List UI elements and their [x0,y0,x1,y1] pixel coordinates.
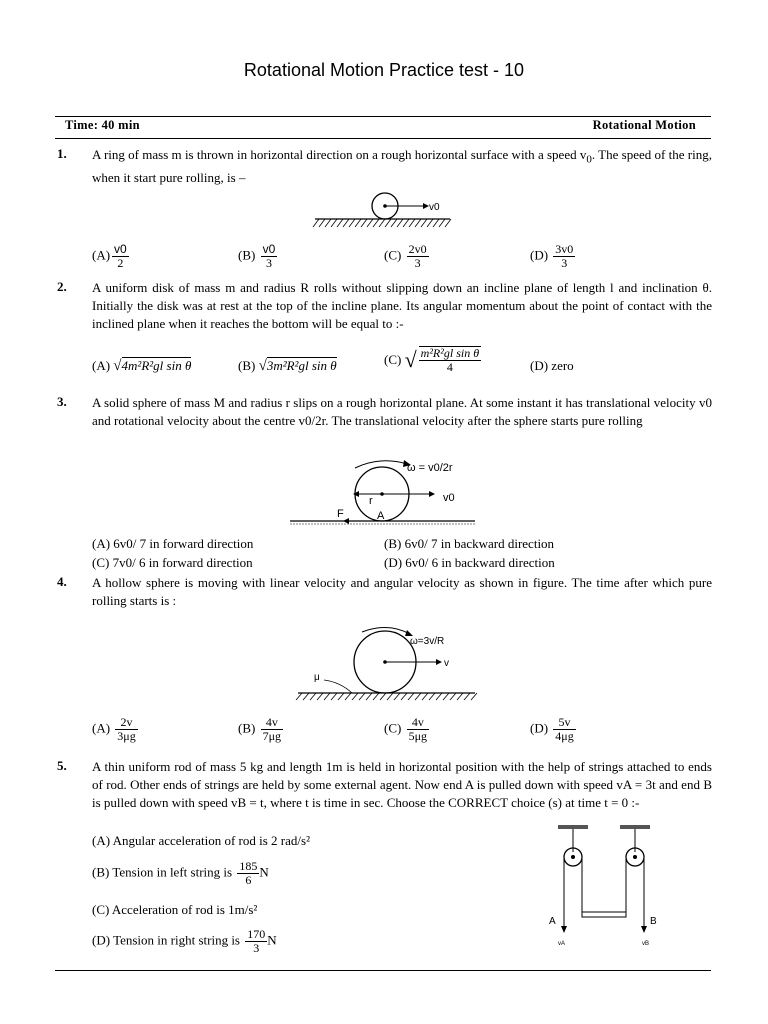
header-rule-bottom [55,138,711,139]
svg-text:v0: v0 [443,492,455,504]
slipping-sphere-figure [285,454,485,532]
rolling-ring-figure [305,188,455,232]
question-number: 2. [57,279,67,294]
header-rule-top [55,116,711,117]
svg-text:v: v [444,658,449,669]
option-a[interactable]: (A) Angular acceleration of rod is 2 rad/s² [92,833,310,848]
pulley-rod-figure [540,820,670,950]
footer-rule [55,970,711,971]
option-a[interactable]: (A) $\frac{2v}{3\mu g}$ [92,715,136,743]
option-d[interactable]: (D) 6v0/ 6 in backward direction [384,555,555,570]
question-text: A thin uniform rod of mass 5 kg and length 1m is held in horizontal position with the help of strings attached to ends of rod. Other ends of strings are held by some external agent. Now end A is pulled down with speed vA = 3t and end B is pulled down with speed vB = t, where t is time in sec. Choose the CORRECT choice (s) at time t = 0 :- [92,759,712,810]
option-b[interactable]: (B) Tension in left string is $\frac{185}{6}$ N [92,859,269,887]
svg-text:ω=3v/R: ω=3v/R [410,636,445,647]
page-title: Rotational Motion Practice test - 10 [243,60,525,80]
svg-text:μ: μ [314,672,320,683]
svg-text:r: r [369,495,373,507]
question-text: A hollow sphere is moving with linear velocity and angular velocity as shown in figure. The time after which pure rolling starts is : [92,575,712,608]
question-number: 1. [57,146,67,161]
question-number: 4. [57,574,67,589]
option-a[interactable]: (A) 6v0/ 7 in forward direction [92,536,254,551]
svg-text:A: A [377,510,385,522]
option-d[interactable]: (D) Tension in right string is $\frac{170}{3}$ N [92,927,277,955]
svg-text:vA: vA [558,941,566,947]
option-d[interactable]: (D) zero [530,358,574,373]
svg-text:A: A [549,916,556,927]
option-b[interactable]: (B) $\frac{v0}{3}$ [238,242,276,270]
time-label: Time: 40 min [65,118,140,132]
question-text: A uniform disk of mass m and radius R rolls without slipping down an incline plane of length l and inclination θ. Initially the disk was at rest at the top of the incline plane. Its angular momentum about the point of contact with the inclined plane when it reaches the bottom will be equal to :- [92,280,712,331]
option-d[interactable]: (D) $\frac{5v}{4\mu g}$ [530,715,574,743]
option-b[interactable]: (B) 6v0/ 7 in backward direction [384,536,555,551]
option-c[interactable]: (C) Acceleration of rod is 1m/s² [92,902,258,917]
option-a[interactable]: (A) √4m²R²gl sin θ [92,358,192,374]
svg-text:F: F [337,508,344,520]
question-text: A ring of mass m is thrown in horizontal direction on a rough horizontal surface with a speed $v_0$. The speed of the ring, when it start pure rolling, is – [92,147,712,185]
option-b[interactable]: (B) √3m²R²gl sin θ [238,358,337,374]
option-d[interactable]: (D) $\frac{3v0}{3}$ [530,242,574,270]
option-b[interactable]: (B) $\frac{4v}{7\mu g}$ [238,715,282,743]
option-c[interactable]: (C) 7v0/ 6 in forward direction [92,555,253,570]
question-number: 3. [57,394,67,409]
option-a[interactable]: (A) $\frac{v0}{2}$ [92,242,127,270]
question-text: A solid sphere of mass M and radius r slips on a rough horizontal plane. At some instant it has translational velocity v0 and rotational velocity about the centre v0/2r. The translational velocity after the sphere starts pure rolling [92,395,712,428]
svg-text:ω = v0/2r: ω = v0/2r [407,462,453,474]
question-number: 5. [57,758,67,773]
velocity-label: v0 [429,202,440,213]
svg-text:vB: vB [642,941,650,947]
option-c[interactable]: (C) $\frac{4v}{5\mu g}$ [384,715,428,743]
hollow-sphere-figure [290,622,480,702]
option-c[interactable]: (C) √ $\frac{\text{m²R²gl sin θ}}{4}$ [384,346,480,374]
subject-label: Rotational Motion [592,118,696,132]
svg-text:B: B [650,916,657,927]
option-c[interactable]: (C) $\frac{2v0}{3}$ [384,242,427,270]
